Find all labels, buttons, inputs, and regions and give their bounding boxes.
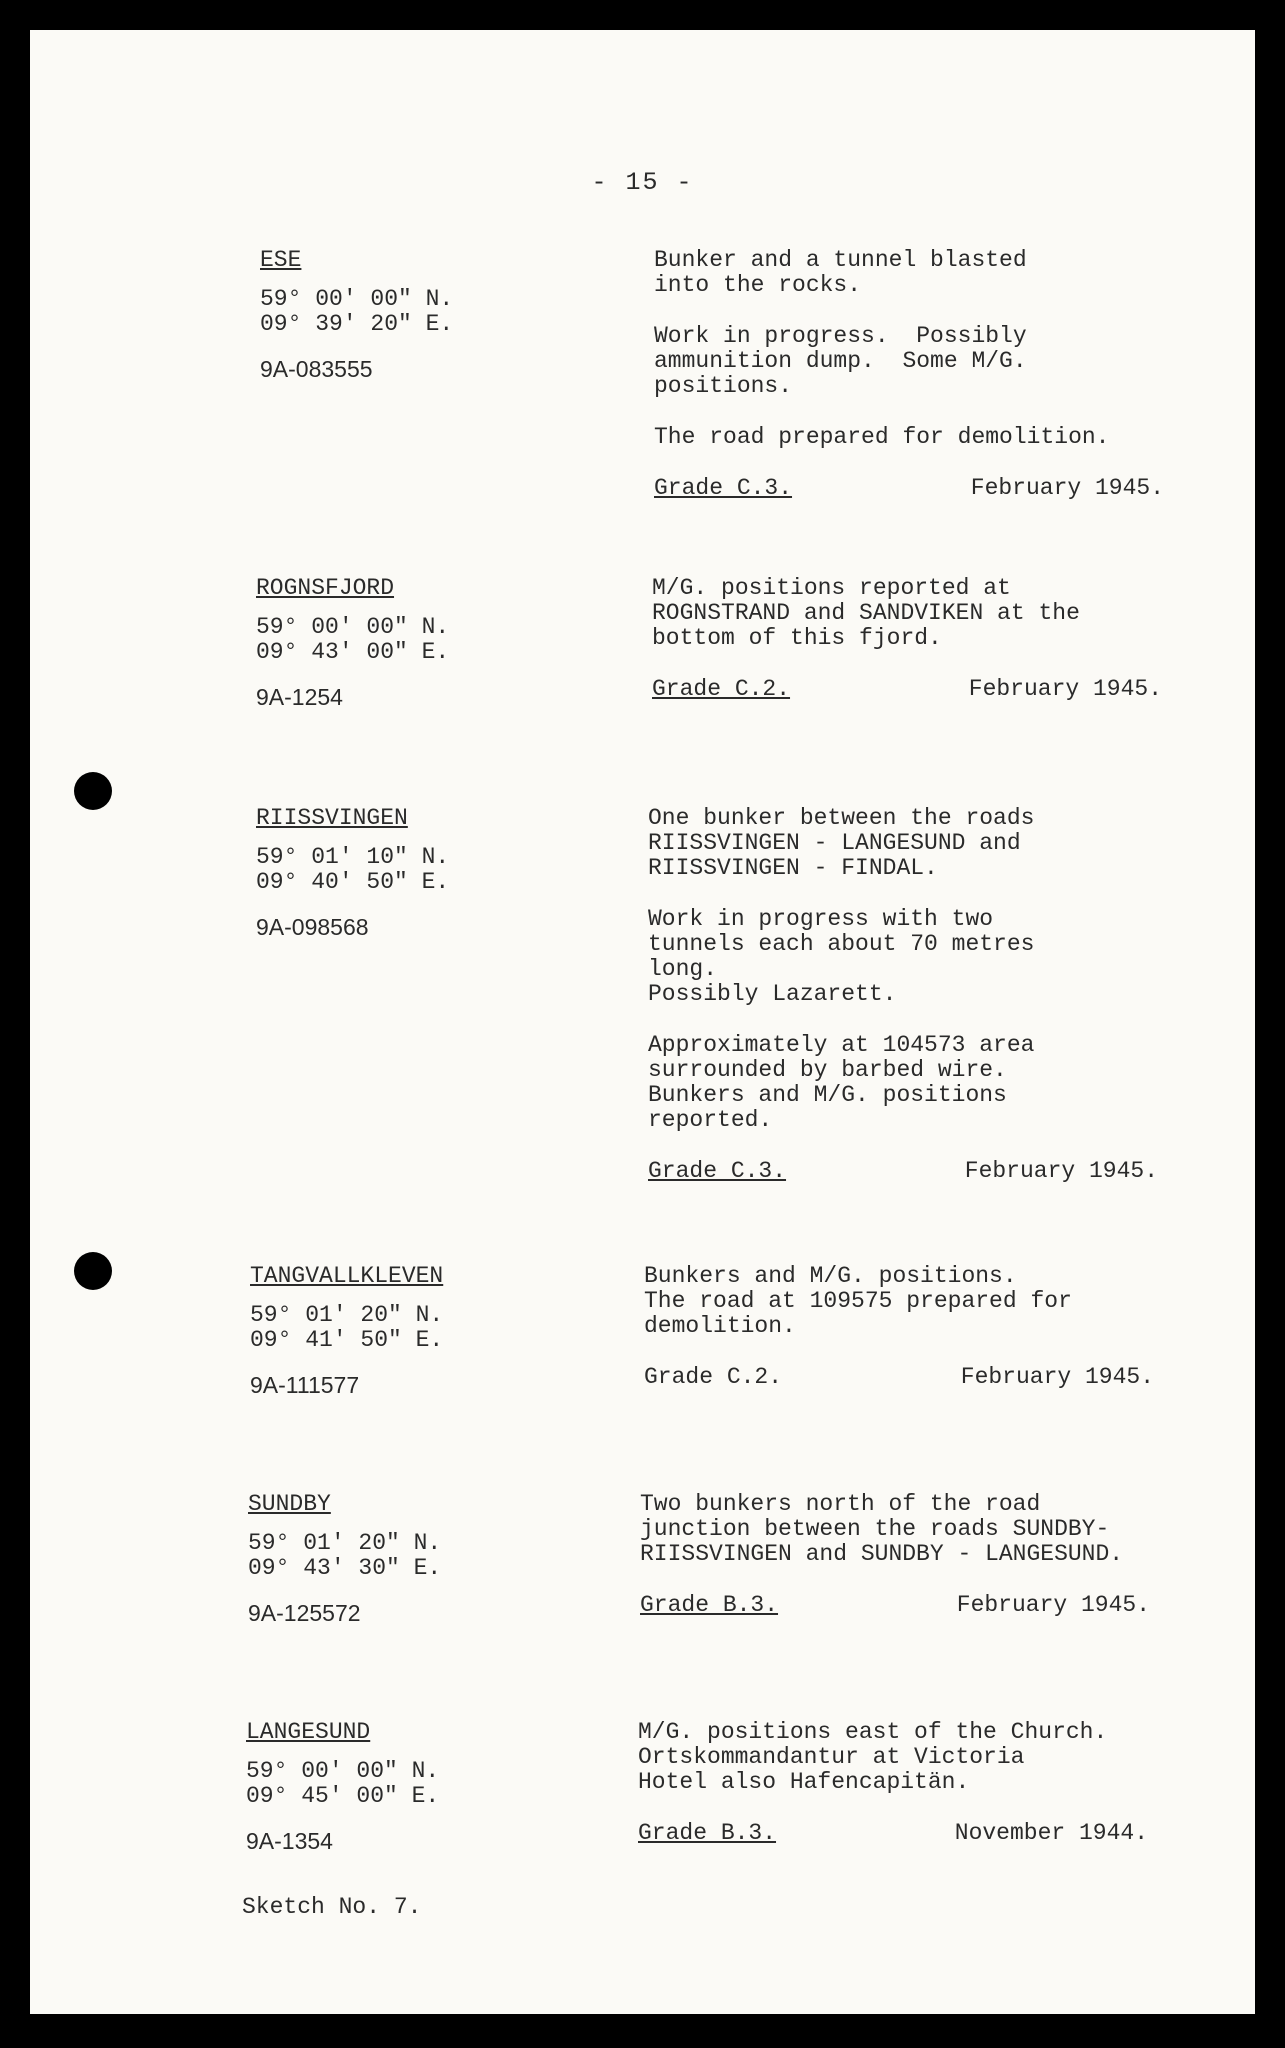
place-name: LANGESUND: [246, 1719, 371, 1745]
longitude: 09° 40' 50" E.: [256, 869, 450, 895]
description: The road prepared for demolition.: [654, 424, 1110, 450]
description: Approximately at 104573 area surrounded by barbed wire. Bunkers and M/G. positions reported.: [648, 1032, 1035, 1133]
description: One bunker between the roads RIISSVINGEN - LANGESUND and RIISSVINGEN - FINDAL.: [648, 805, 1035, 881]
place-name: SUNDBY: [248, 1491, 331, 1517]
grade: Grade B.3.: [640, 1592, 779, 1618]
longitude: 09° 43' 30" E.: [248, 1555, 442, 1581]
grid-reference: 9A-098568: [256, 914, 369, 940]
grid-reference: 9A-083555: [260, 356, 373, 382]
punch-hole: [74, 1252, 112, 1290]
latitude: 59° 00' 00" N.: [256, 614, 450, 640]
report-date: February 1945.: [960, 1364, 1154, 1390]
description: M/G. positions east of the Church. Ortskommandantur at Victoria Hotel also Hafencapitän.: [638, 1719, 1108, 1795]
grid-reference: 9A-125572: [248, 1600, 361, 1626]
grade-row: [640, 1593, 1150, 1618]
grade-row: [638, 1821, 1148, 1846]
grade-row: [648, 1159, 1158, 1184]
longitude: 09° 41' 50" E.: [250, 1327, 444, 1353]
grade: Grade C.2.: [652, 676, 791, 702]
grid-reference: 9A-111577: [250, 1372, 360, 1398]
report-date: November 1944.: [954, 1820, 1148, 1846]
grade: Grade B.3.: [638, 1820, 777, 1846]
grid-reference: 9A-1354: [246, 1828, 333, 1854]
report-date: February 1945.: [964, 1158, 1158, 1184]
latitude: 59° 01' 10" N.: [256, 844, 450, 870]
description: Work in progress with two tunnels each about 70 metres long. Possibly Lazarett.: [648, 906, 1035, 1007]
place-name: ESE: [260, 247, 302, 273]
grade-row: [652, 677, 1162, 702]
description: Two bunkers north of the road junction between the roads SUNDBY- RIISSVINGEN and SUNDBY - LANGESUND.: [640, 1491, 1124, 1567]
description: Work in progress. Possibly ammunition dump. Some M/G. positions.: [654, 323, 1027, 399]
description: Bunker and a tunnel blasted into the rocks.: [654, 247, 1027, 298]
document-page: [30, 30, 1255, 2014]
longitude: 09° 39' 20" E.: [260, 311, 454, 337]
grade: Grade C.3.: [648, 1158, 787, 1184]
longitude: 09° 45' 00" E.: [246, 1783, 440, 1809]
grade: Grade C.3.: [654, 475, 793, 501]
description: Bunkers and M/G. positions. The road at 109575 prepared for demolition.: [644, 1263, 1072, 1339]
latitude: 59° 00' 00" N.: [260, 286, 454, 312]
place-name: ROGNSFJORD: [256, 575, 395, 601]
report-date: February 1945.: [956, 1592, 1150, 1618]
longitude: 09° 43' 00" E.: [256, 639, 450, 665]
latitude: 59° 01' 20" N.: [248, 1530, 442, 1556]
latitude: 59° 00' 00" N.: [246, 1758, 440, 1784]
grade-row: [654, 476, 1164, 501]
report-date: February 1945.: [970, 475, 1164, 501]
place-name: TANGVALLKLEVEN: [250, 1263, 444, 1289]
punch-hole: [74, 772, 112, 810]
latitude: 59° 01' 20" N.: [250, 1302, 444, 1328]
grade: Grade C.2.: [644, 1364, 783, 1390]
grid-reference: 9A-1254: [256, 684, 343, 710]
grade-row: [644, 1365, 1154, 1390]
description: M/G. positions reported at ROGNSTRAND and SANDVIKEN at the bottom of this fjord.: [652, 575, 1080, 651]
sketch-reference: Sketch No. 7.: [242, 1894, 422, 1920]
place-name: RIISSVINGEN: [256, 805, 408, 831]
page-number: - 15 -: [591, 168, 694, 197]
report-date: February 1945.: [968, 676, 1162, 702]
